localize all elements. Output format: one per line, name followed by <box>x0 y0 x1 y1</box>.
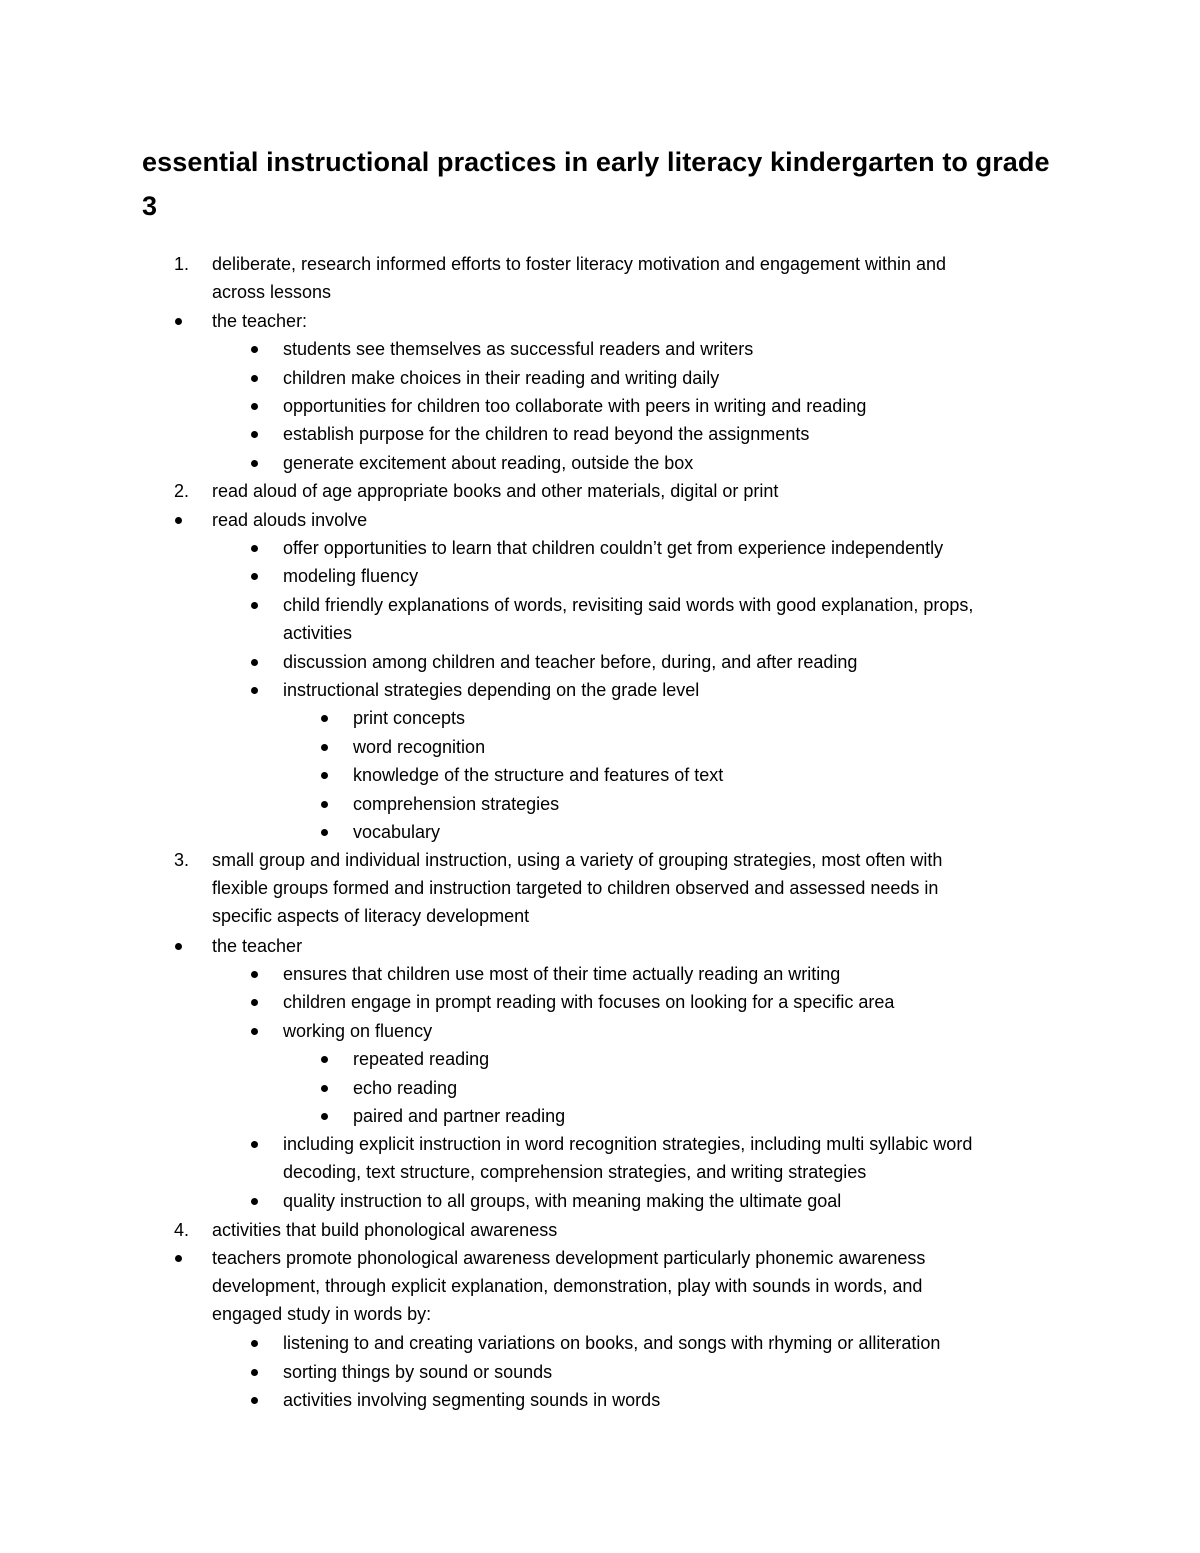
item-text: repeated reading <box>353 1049 490 1069</box>
bullet-dot-icon <box>251 602 258 609</box>
bullet-item <box>283 1358 552 1386</box>
item-text: teachers promote phonological awareness development particularly phonemic awareness <box>212 1248 926 1268</box>
document-title: essential instructional practices in early literacy kindergarten to grade 3 <box>142 147 1050 221</box>
item-text: opportunities for children too collaborate with peers in writing and reading <box>283 396 867 416</box>
item-text: activities involving segmenting sounds in words <box>283 1390 661 1410</box>
bullet-dot-icon <box>251 1141 258 1148</box>
bullet-item <box>353 704 465 732</box>
bullet-item <box>353 733 485 761</box>
item-text-continued: activities <box>283 623 353 643</box>
bullet-item <box>283 364 719 392</box>
item-text: including explicit instruction in word recognition strategies, including multi syllabic word <box>283 1134 973 1154</box>
bullet-dot-icon <box>251 573 258 580</box>
item-text: ensures that children use most of their time actually reading an writing <box>283 964 841 984</box>
item-text: child friendly explanations of words, revisiting said words with good explanation, props, <box>283 595 974 615</box>
bullet-item <box>283 1017 432 1045</box>
bullet-item <box>212 307 307 335</box>
bullet-item <box>353 1074 457 1102</box>
bullet-dot-icon <box>251 403 258 410</box>
numbered-item <box>174 250 947 306</box>
item-text: working on fluency <box>283 1021 433 1041</box>
item-text-continued: engaged study in words by: <box>212 1304 432 1324</box>
item-text: read aloud of age appropriate books and other materials, digital or print <box>212 481 779 501</box>
item-text: activities that build phonological awareness <box>212 1220 558 1240</box>
item-text: quality instruction to all groups, with meaning making the ultimate goal <box>283 1191 842 1211</box>
bullet-item <box>283 988 894 1016</box>
bullet-dot-icon <box>321 1056 328 1063</box>
item-text-continued: specific aspects of literacy development <box>212 906 530 926</box>
bullet-dot-icon <box>321 801 328 808</box>
bullet-item <box>283 335 753 363</box>
item-text-continued: decoding, text structure, comprehension strategies, and writing strategies <box>283 1162 867 1182</box>
bullet-dot-icon <box>251 659 258 666</box>
item-text: deliberate, research informed efforts to foster literacy motivation and engagement within and <box>212 254 947 274</box>
item-text: generate excitement about reading, outside the box <box>283 453 694 473</box>
bullet-item <box>353 761 723 789</box>
bullet-item <box>283 1187 841 1215</box>
item-text: modeling fluency <box>283 566 419 586</box>
item-text: discussion among children and teacher before, during, and after reading <box>283 652 858 672</box>
bullet-item <box>353 1045 489 1073</box>
bullet-dot-icon <box>251 1198 258 1205</box>
bullet-item <box>283 562 418 590</box>
item-text: read alouds involve <box>212 510 368 530</box>
bullet-item <box>283 1130 972 1186</box>
bullet-item <box>283 1329 940 1357</box>
bullet-dot-icon <box>251 375 258 382</box>
bullet-dot-icon <box>175 318 182 325</box>
bullet-item <box>212 932 302 960</box>
item-text: students see themselves as successful readers and writers <box>283 339 754 359</box>
item-number: 1. <box>174 254 190 274</box>
bullet-dot-icon <box>251 460 258 467</box>
bullet-dot-icon <box>251 1340 258 1347</box>
bullet-dot-icon <box>251 431 258 438</box>
bullet-item <box>283 420 809 448</box>
item-text: sorting things by sound or sounds <box>283 1362 553 1382</box>
bullet-item <box>283 534 943 562</box>
bullet-item <box>353 1102 565 1130</box>
bullet-dot-icon <box>251 545 258 552</box>
item-text-continued: across lessons <box>212 282 332 302</box>
item-text: children engage in prompt reading with focuses on looking for a specific area <box>283 992 895 1012</box>
item-text: vocabulary <box>353 822 441 842</box>
item-text: knowledge of the structure and features of text <box>353 765 724 785</box>
item-text: the teacher <box>212 936 303 956</box>
item-text: comprehension strategies <box>353 794 560 814</box>
bullet-item <box>283 1386 660 1414</box>
bullet-dot-icon <box>251 1028 258 1035</box>
bullet-dot-icon <box>321 829 328 836</box>
bullet-item <box>283 392 866 420</box>
bullet-dot-icon <box>175 1255 182 1262</box>
item-text: children make choices in their reading and writing daily <box>283 368 720 388</box>
bullet-item <box>212 506 367 534</box>
bullet-item <box>212 1244 925 1328</box>
bullet-dot-icon <box>321 715 328 722</box>
item-text: paired and partner reading <box>353 1106 566 1126</box>
bullet-dot-icon <box>251 687 258 694</box>
item-text: listening to and creating variations on books, and songs with rhyming or alliteration <box>283 1333 941 1353</box>
bullet-dot-icon <box>321 1085 328 1092</box>
item-text: instructional strategies depending on the grade level <box>283 680 700 700</box>
bullet-item <box>353 790 559 818</box>
bullet-dot-icon <box>251 999 258 1006</box>
item-text: the teacher: <box>212 311 308 331</box>
bullet-item <box>283 960 840 988</box>
item-text: establish purpose for the children to read beyond the assignments <box>283 424 810 444</box>
bullet-item <box>283 449 693 477</box>
bullet-item <box>353 818 440 846</box>
item-text: word recognition <box>353 737 486 757</box>
bullet-dot-icon <box>175 517 182 524</box>
item-number: 3. <box>174 850 190 870</box>
bullet-dot-icon <box>251 1397 258 1404</box>
item-text: print concepts <box>353 708 466 728</box>
item-text-continued: flexible groups formed and instruction targeted to children observed and assessed needs in <box>212 878 939 898</box>
bullet-dot-icon <box>321 744 328 751</box>
bullet-dot-icon <box>251 971 258 978</box>
numbered-item <box>174 477 779 505</box>
item-number: 4. <box>174 1220 190 1240</box>
item-text: offer opportunities to learn that children couldn’t get from experience independently <box>283 538 944 558</box>
item-text: small group and individual instruction, using a variety of grouping strategies, most often with <box>212 850 943 870</box>
bullet-dot-icon <box>251 1369 258 1376</box>
bullet-item <box>283 591 973 647</box>
item-text-continued: development, through explicit explanation, demonstration, play with sounds in words, and <box>212 1276 923 1296</box>
item-number: 2. <box>174 481 190 501</box>
bullet-item <box>283 676 699 704</box>
bullet-item <box>283 648 857 676</box>
item-text: echo reading <box>353 1078 458 1098</box>
numbered-item <box>174 846 943 930</box>
bullet-dot-icon <box>321 772 328 779</box>
bullet-dot-icon <box>175 943 182 950</box>
bullet-dot-icon <box>251 346 258 353</box>
bullet-dot-icon <box>321 1113 328 1120</box>
numbered-item <box>174 1216 558 1244</box>
